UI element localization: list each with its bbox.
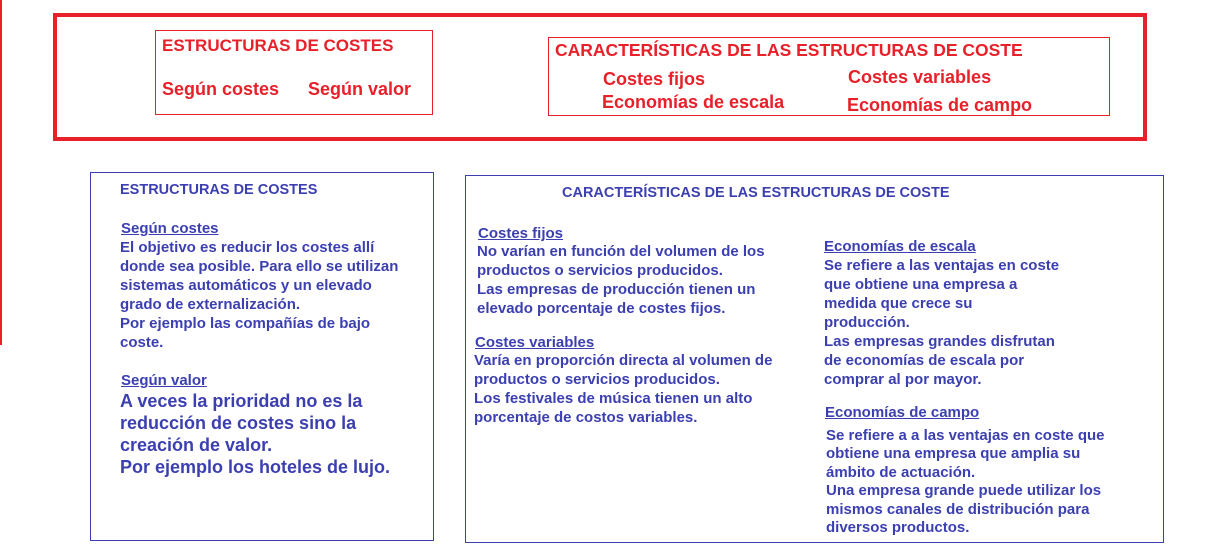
text-line: que obtiene una empresa a (824, 276, 1018, 293)
text-line: Los festivales de música tienen un alto (474, 390, 753, 407)
summary-characteristics-title: CARACTERÍSTICAS DE LAS ESTRUCTURAS DE COSTE (555, 40, 1023, 60)
text-line: ámbito de actuación. (826, 463, 976, 481)
text-line: porcentaje de costos variables. (474, 409, 698, 426)
text-line: producción. (824, 314, 910, 331)
text-line: de economías de escala por (824, 352, 1025, 369)
heading-economias-escala: Economías de escala (824, 238, 976, 255)
text-line: creación de valor. (120, 435, 273, 455)
left-edge-line (0, 0, 2, 345)
heading-costes-fijos: Costes fijos (478, 225, 564, 242)
summary-structures-title: ESTRUCTURAS DE COSTES (162, 36, 394, 55)
text-line: A veces la prioridad no es la (120, 391, 363, 411)
text-line: Las empresas grandes disfrutan (824, 333, 1055, 350)
summary-item-segun-valor: Según valor (308, 79, 412, 99)
summary-item-economias-escala: Economías de escala (602, 92, 785, 112)
text-line: comprar al por mayor. (824, 371, 982, 388)
text-line: mismos canales de distribución para (826, 500, 1090, 518)
heading-segun-costes: Según costes (121, 220, 219, 237)
text-line: Varía en proporción directa al volumen de (474, 352, 773, 369)
characteristics-panel-title: CARACTERÍSTICAS DE LAS ESTRUCTURAS DE COSTE (562, 185, 950, 201)
text-line: Se refiere a a las ventajas en coste que (826, 427, 1105, 444)
text-line: Por ejemplo los hoteles de lujo. (120, 457, 391, 477)
summary-item-costes-variables: Costes variables (848, 67, 992, 87)
text-economias-campo (826, 427, 1104, 537)
heading-costes-variables: Costes variables (475, 334, 595, 351)
text-line: Las empresas de producción tienen un (477, 281, 756, 298)
text-line: reducción de costes sino la (120, 413, 357, 433)
text-line: elevado porcentaje de costes fijos. (477, 300, 726, 317)
heading-segun-valor: Según valor (121, 372, 207, 389)
text-line: sistemas automáticos y un elevado (120, 277, 372, 294)
text-costes-variables (474, 351, 772, 427)
heading-economias-campo: Economías de campo (825, 404, 980, 421)
text-line: El objetivo es reducir los costes allí (120, 239, 375, 256)
text-line: Se refiere a las ventajas en coste (824, 257, 1060, 274)
text-line: Por ejemplo las compañías de bajo (120, 315, 371, 332)
text-segun-costes (120, 238, 398, 352)
text-line: coste. (120, 334, 164, 351)
summary-item-segun-costes: Según costes (162, 79, 280, 99)
text-line: Una empresa grande puede utilizar los (826, 482, 1102, 500)
text-line: grado de externalización. (120, 296, 301, 313)
text-line: No varían en función del volumen de los (477, 243, 765, 260)
structures-panel-title: ESTRUCTURAS DE COSTES (120, 182, 318, 198)
summary-item-costes-fijos: Costes fijos (603, 69, 706, 89)
text-line: donde sea posible. Para ello se utilizan (120, 258, 399, 275)
text-line: productos o servicios producidos. (477, 262, 723, 279)
text-costes-fijos (477, 242, 765, 318)
text-economias-escala (824, 256, 1059, 389)
text-line: medida que crece su (824, 295, 973, 312)
text-line: obtiene una empresa que amplia su (826, 445, 1081, 463)
text-line: diversos productos. (826, 519, 970, 537)
summary-item-economias-campo: Economías de campo (847, 95, 1033, 115)
text-line: productos o servicios producidos. (474, 371, 720, 388)
text-segun-valor (120, 390, 390, 478)
